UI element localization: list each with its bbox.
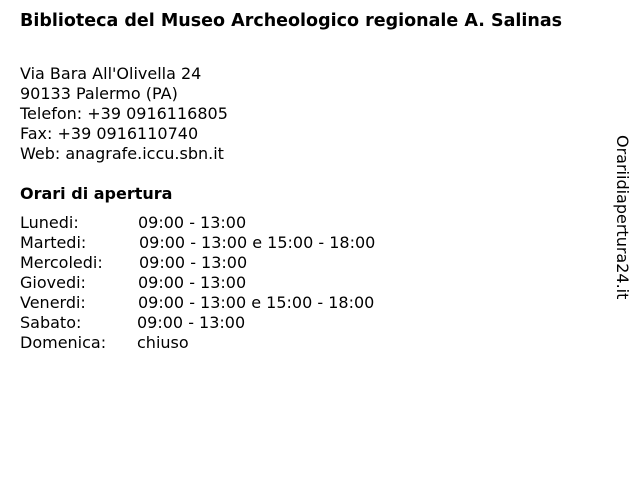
time-value: 09:00 - 13:00 e 15:00 - 18:00 xyxy=(138,293,375,312)
day-label: Martedi: xyxy=(20,233,87,252)
time-value: 09:00 - 13:00 xyxy=(139,253,248,272)
phone-number: Telefon: +39 0916116805 xyxy=(20,104,228,123)
day-label: Giovedi: xyxy=(20,273,86,292)
day-label: Domenica: xyxy=(20,333,107,352)
fax-number: Fax: +39 0916110740 xyxy=(20,124,199,143)
contact-block xyxy=(20,64,228,164)
time-value: 09:00 - 13:00 xyxy=(138,273,247,292)
time-value: chiuso xyxy=(137,333,189,352)
street-address: Via Bara All'Olivella 24 xyxy=(20,64,202,83)
time-value: 09:00 - 13:00 xyxy=(138,213,247,232)
day-label: Lunedi: xyxy=(20,213,79,232)
hours-heading: Orari di apertura xyxy=(20,184,173,203)
page-title: Biblioteca del Museo Archeologico regionale A. Salinas xyxy=(20,11,563,31)
day-label: Mercoledi: xyxy=(20,253,103,272)
day-label: Sabato: xyxy=(20,313,82,332)
time-value: 09:00 - 13:00 xyxy=(137,313,246,332)
city-address: 90133 Palermo (PA) xyxy=(20,84,178,103)
time-value: 09:00 - 13:00 e 15:00 - 18:00 xyxy=(139,233,376,252)
day-label: Venerdi: xyxy=(20,293,86,312)
site-brand-watermark: Orariidiapertura24.it xyxy=(613,135,632,300)
website: Web: anagrafe.iccu.sbn.it xyxy=(20,144,224,163)
